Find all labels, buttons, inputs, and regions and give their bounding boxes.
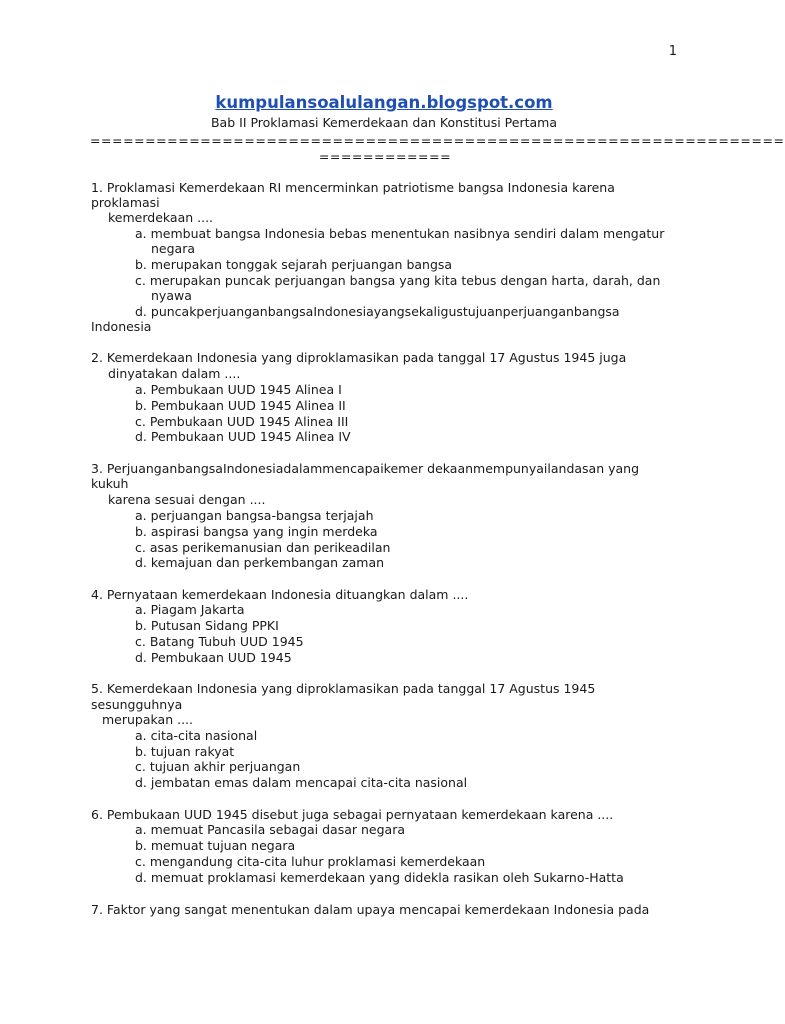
answer-option: d. memuat proklamasi kemerdekaan yang didekla rasikan oleh Sukarno-Hatta [135,870,624,885]
site-link[interactable]: kumpulansoalulangan.blogspot.com [215,93,553,112]
answer-option: d. Pembukaan UUD 1945 [135,650,292,665]
answer-option: c. mengandung cita-cita luhur proklamasi kemerdekaan [135,854,486,869]
answer-option: a. membuat bangsa Indonesia bebas menentukan nasibnya sendiri dalam mengatur [135,226,665,241]
answer-option: c. Pembukaan UUD 1945 Alinea III [135,414,349,429]
answer-option: negara [151,241,196,256]
separator-line: ============ [318,149,452,164]
answer-option: d. puncakperjuanganbangsaIndonesiayangsekaligustujuanperjuanganbangsa [135,304,620,319]
answer-option: c. Batang Tubuh UUD 1945 [135,634,304,649]
answer-option: d. kemajuan dan perkembangan zaman [135,555,385,570]
chapter-subtitle: Bab II Proklamasi Kemerdekaan dan Konstitusi Pertama [210,115,558,130]
question-text: 7. Faktor yang sangat menentukan dalam upaya mencapai kemerdekaan Indonesia pada [91,902,650,917]
question-text: kemerdekaan .... [108,210,214,225]
answer-option: b. merupakan tonggak sejarah perjuangan bangsa [135,257,453,272]
answer-option: nyawa [151,288,192,303]
question-text: kukuh [91,476,129,491]
answer-option: a. perjuangan bangsa-bangsa terjajah [135,508,374,523]
question-text: dinyatakan dalam .... [108,366,241,381]
question-text: merupakan .... [102,712,193,727]
question-text: 3. PerjuanganbangsaIndonesiadalammencapaikemer dekaanmempunyailandasan yang [91,461,640,476]
question-text: 5. Kemerdekaan Indonesia yang diproklamasikan pada tanggal 17 Agustus 1945 [91,681,596,696]
answer-option: b. Putusan Sidang PPKI [135,618,279,633]
answer-option: c. asas perikemanusian dan perikeadilan [135,540,391,555]
answer-option: b. tujuan rakyat [135,744,235,759]
question-text: 6. Pembukaan UUD 1945 disebut juga sebagai pernyataan kemerdekaan karena .... [91,807,614,822]
answer-option: b. memuat tujuan negara [135,838,296,853]
question-text: 2. Kemerdekaan Indonesia yang diproklamasikan pada tanggal 17 Agustus 1945 juga [91,350,627,365]
answer-option: a. Piagam Jakarta [135,602,245,617]
page-number: 1 [668,44,677,59]
question-text: proklamasi [91,195,160,210]
answer-option: d. Pembukaan UUD 1945 Alinea IV [135,429,351,444]
answer-option: a. memuat Pancasila sebagai dasar negara [135,822,406,837]
answer-option: a. Pembukaan UUD 1945 Alinea I [135,382,342,397]
answer-option: c. tujuan akhir perjuangan [135,759,301,774]
answer-option: b. Pembukaan UUD 1945 Alinea II [135,398,346,413]
answer-option: b. aspirasi bangsa yang ingin merdeka [135,524,378,539]
answer-option: a. cita-cita nasional [135,728,258,743]
answer-option: Indonesia [91,319,152,334]
answer-option: c. merupakan puncak perjuangan bangsa yang kita tebus dengan harta, darah, dan [135,273,661,288]
separator-line: =============================================================== [90,133,785,148]
question-text: 1. Proklamasi Kemerdekaan RI mencerminkan patriotisme bangsa Indonesia karena [91,180,615,195]
question-text: sesungguhnya [91,697,183,712]
question-text: 4. Pernyataan kemerdekaan Indonesia dituangkan dalam .... [91,587,469,602]
answer-option: d. jembatan emas dalam mencapai cita-cita nasional [135,775,468,790]
question-text: karena sesuai dengan .... [108,492,266,507]
